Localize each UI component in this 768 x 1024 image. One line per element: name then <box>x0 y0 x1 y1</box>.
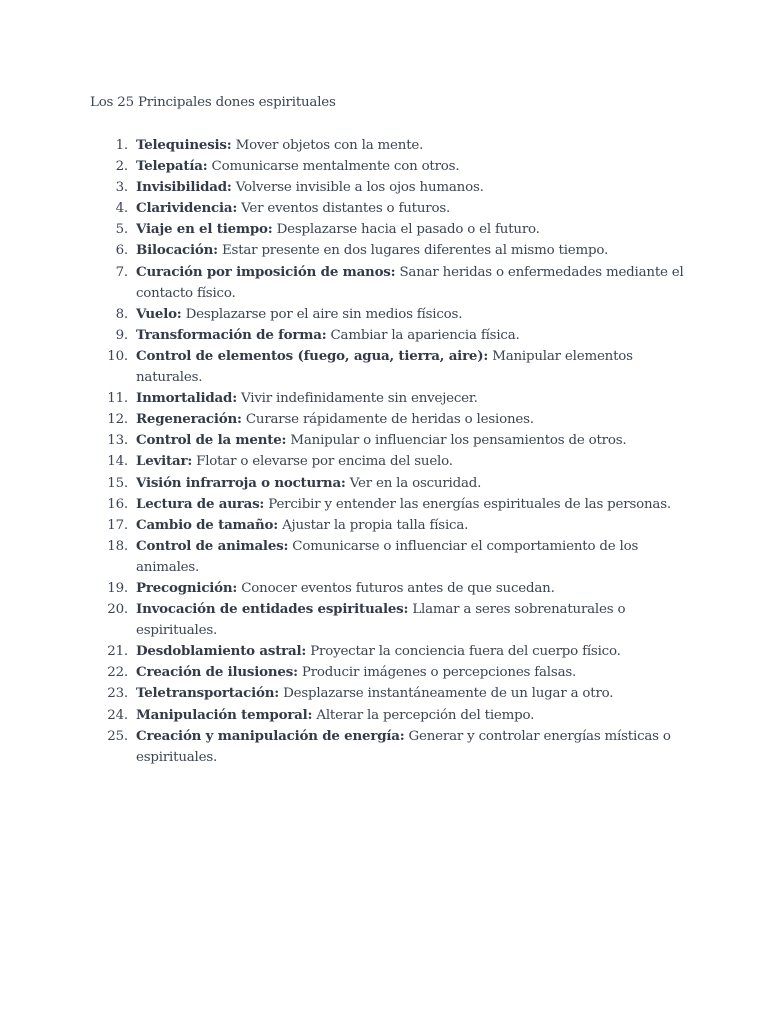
list-item <box>90 726 690 768</box>
item-description: Ajustar la propia talla física. <box>282 517 469 533</box>
item-description: Sanar heridas o enfermedades mediante el contacto físico. <box>136 264 684 301</box>
list-item <box>90 641 690 662</box>
list-item <box>90 430 690 451</box>
item-number: 6. <box>115 243 128 259</box>
list-item <box>90 346 690 388</box>
item-name: Desdoblamiento astral: <box>136 643 307 660</box>
list-item <box>90 135 690 156</box>
list-item <box>90 325 690 346</box>
item-description: Desplazarse hacia el pasado o el futuro. <box>276 222 540 238</box>
item-description: Comunicarse mentalmente con otros. <box>211 159 460 175</box>
item-name: Transformación de forma: <box>136 326 327 343</box>
item-number: 1. <box>115 138 128 153</box>
list-item <box>90 683 690 704</box>
list-item <box>90 599 690 641</box>
item-name: Visión infrarroja o nocturna: <box>136 474 346 491</box>
item-number: 12. <box>107 412 128 428</box>
item-description: Alterar la percepción del tiempo. <box>316 707 535 723</box>
item-description: Manipular elementos naturales. <box>136 348 633 386</box>
item-number: 16. <box>107 496 128 512</box>
item-name: Manipulación temporal: <box>136 706 313 723</box>
item-number: 24. <box>107 707 128 723</box>
item-description: Comunicarse o influenciar el comportamiento de los animales. <box>136 538 639 575</box>
item-number: 4. <box>115 201 128 217</box>
item-description: Ver en la oscuridad. <box>349 475 482 491</box>
item-name: Precognición: <box>136 579 238 596</box>
item-name: Cambio de tamaño: <box>136 516 279 533</box>
item-number: 14. <box>107 454 128 470</box>
item-number: 19. <box>107 580 128 596</box>
list-item <box>90 409 690 430</box>
item-number: 13. <box>107 433 128 449</box>
item-description: Llamar a seres sobrenaturales o espirituales. <box>136 602 626 639</box>
list-item <box>90 494 690 515</box>
item-description: Proyectar la conciencia fuera del cuerpo físico. <box>310 644 621 660</box>
item-number: 10. <box>107 348 128 364</box>
item-number: 15. <box>107 475 128 491</box>
item-name: Invocación de entidades espirituales: <box>136 601 409 618</box>
item-description: Ver eventos distantes o futuros. <box>241 201 451 217</box>
item-name: Bilocación: <box>136 242 218 259</box>
item-number: 25. <box>107 728 128 744</box>
list-item <box>90 240 690 261</box>
item-number: 21. <box>107 644 128 660</box>
list-item <box>90 156 690 177</box>
list-item <box>90 388 690 409</box>
item-number: 17. <box>107 517 128 533</box>
item-name: Levitar: <box>136 453 193 470</box>
item-name: Lectura de auras: <box>136 495 265 512</box>
list-item <box>90 451 690 472</box>
item-description: Generar y controlar energías místicas o espirituales. <box>136 728 671 765</box>
item-description: Manipular o influenciar los pensamientos de otros. <box>290 433 627 449</box>
gift-list <box>90 135 690 768</box>
item-name: Control de la mente: <box>136 432 287 449</box>
item-number: 23. <box>107 686 128 702</box>
list-item <box>90 262 690 304</box>
list-item <box>90 473 690 494</box>
item-name: Inmortalidad: <box>136 390 237 407</box>
item-name: Regeneración: <box>136 411 242 428</box>
item-description: Flotar o elevarse por encima del suelo. <box>196 454 453 470</box>
document-title: Los 25 Principales dones espirituales <box>90 95 336 110</box>
list-item <box>90 578 690 599</box>
list-item <box>90 515 690 536</box>
item-description: Vivir indefinidamente sin envejecer. <box>241 391 478 407</box>
item-name: Telequinesis: <box>136 137 232 153</box>
list-item <box>90 536 690 578</box>
item-number: 3. <box>115 180 128 196</box>
item-number: 7. <box>115 264 128 280</box>
list-item <box>90 198 690 219</box>
item-name: Invisibilidad: <box>136 179 232 196</box>
list-item <box>90 177 690 198</box>
item-description: Cambiar la apariencia física. <box>330 327 520 343</box>
item-number: 8. <box>115 306 128 322</box>
item-name: Clarividencia: <box>136 200 238 217</box>
item-name: Creación de ilusiones: <box>136 664 298 681</box>
item-description: Conocer eventos futuros antes de que sucedan. <box>241 580 555 596</box>
item-name: Control de elementos (fuego, agua, tierra, aire): <box>136 347 489 364</box>
item-description: Curarse rápidamente de heridas o lesiones. <box>245 412 534 428</box>
item-number: 11. <box>107 391 128 407</box>
item-name: Creación y manipulación de energía: <box>136 727 405 744</box>
item-name: Curación por imposición de manos: <box>136 263 396 280</box>
item-description: Volverse invisible a los ojos humanos. <box>235 180 484 196</box>
item-name: Telepatía: <box>136 158 208 175</box>
item-number: 22. <box>107 665 128 681</box>
item-name: Vuelo: <box>136 305 182 322</box>
list-item <box>90 304 690 325</box>
list-item <box>90 219 690 240</box>
item-description: Desplazarse instantáneamente de un lugar a otro. <box>283 686 614 702</box>
item-name: Teletransportación: <box>136 685 280 702</box>
item-description: Desplazarse por el aire sin medios físicos. <box>185 306 463 322</box>
item-description: Mover objetos con la mente. <box>235 138 424 153</box>
item-number: 20. <box>107 602 128 618</box>
item-name: Control de animales: <box>136 537 289 554</box>
item-number: 18. <box>107 538 128 554</box>
item-number: 2. <box>115 159 128 175</box>
list-item <box>90 662 690 683</box>
item-description: Percibir y entender las energías espirituales de las personas. <box>268 496 671 512</box>
list-item <box>90 705 690 726</box>
item-number: 9. <box>115 327 128 343</box>
item-description: Producir imágenes o percepciones falsas. <box>301 665 577 681</box>
item-number: 5. <box>115 222 128 238</box>
item-name: Viaje en el tiempo: <box>136 221 273 238</box>
item-description: Estar presente en dos lugares diferentes al mismo tiempo. <box>221 243 609 259</box>
